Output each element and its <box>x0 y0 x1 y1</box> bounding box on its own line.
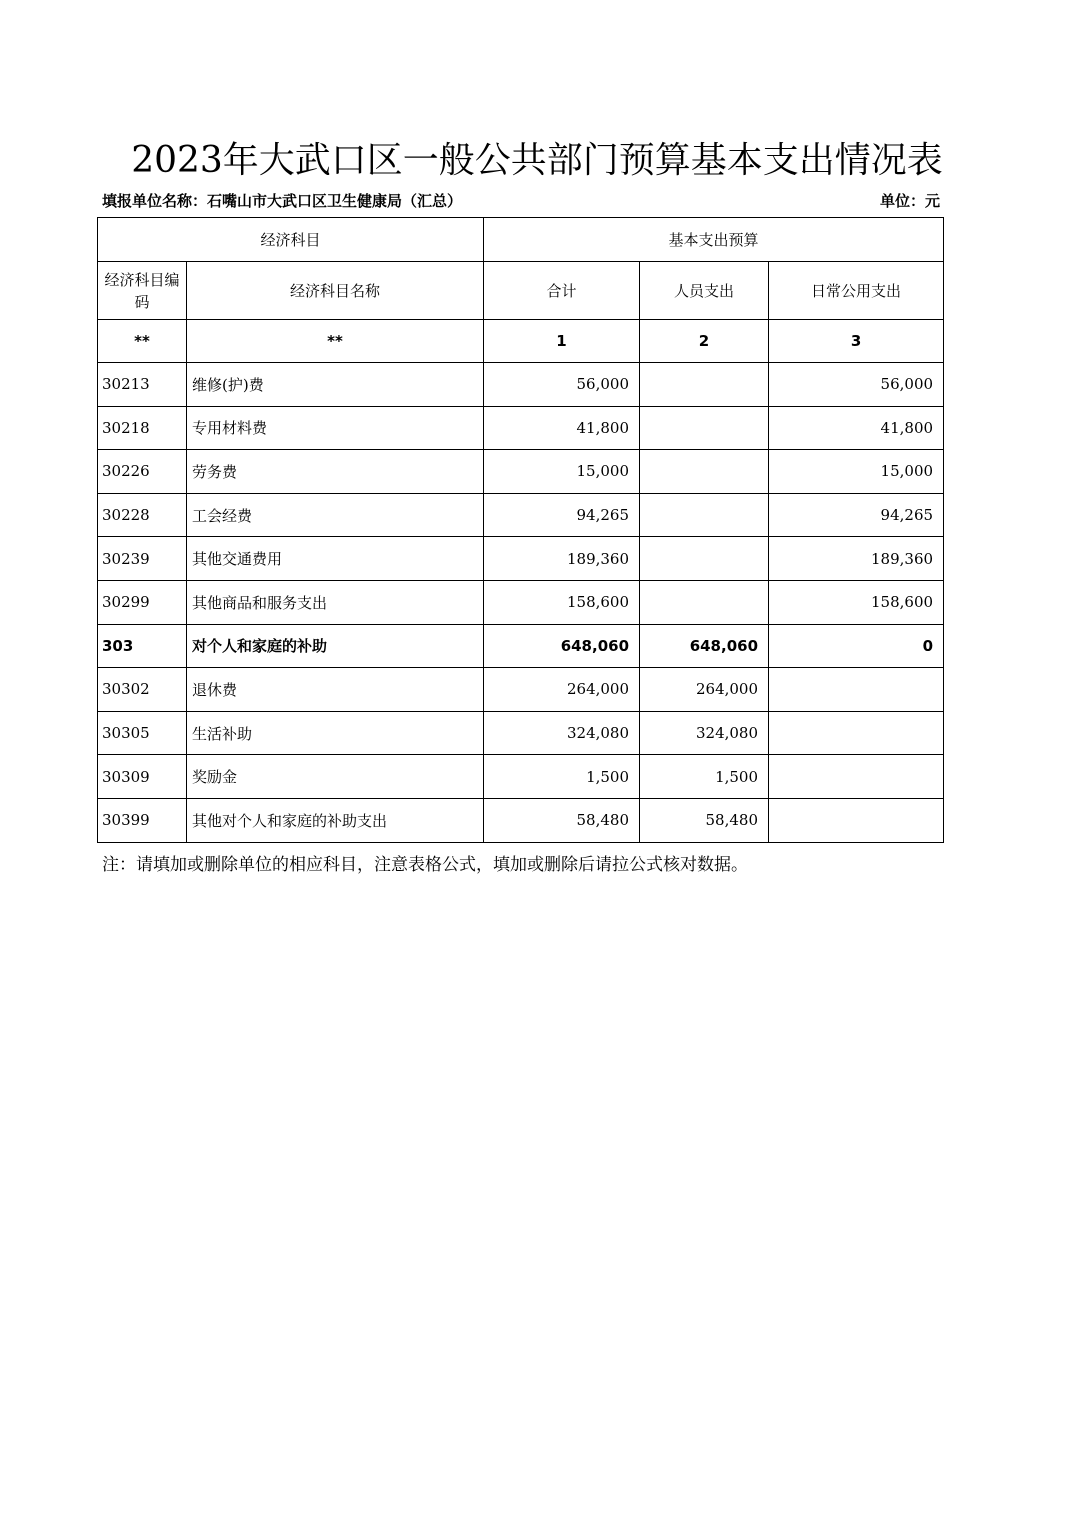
row-name: 劳务费 <box>187 450 484 494</box>
row-name: 奖励金 <box>187 755 484 799</box>
row-public: 0 <box>769 624 944 668</box>
row-name: 退休费 <box>187 668 484 712</box>
index-cell: 3 <box>769 320 944 363</box>
table-row <box>98 493 944 537</box>
row-personnel <box>640 537 769 581</box>
row-total: 58,480 <box>484 798 640 842</box>
row-name: 专用材料费 <box>187 406 484 450</box>
table-row <box>98 580 944 624</box>
index-cell: 1 <box>484 320 640 363</box>
header-total: 合计 <box>484 262 640 320</box>
row-total: 158,600 <box>484 580 640 624</box>
row-personnel: 324,080 <box>640 711 769 755</box>
header-column-row <box>98 262 944 320</box>
row-code: 30239 <box>98 537 187 581</box>
row-public: 15,000 <box>769 450 944 494</box>
row-total: 15,000 <box>484 450 640 494</box>
table-row <box>98 711 944 755</box>
row-personnel: 1,500 <box>640 755 769 799</box>
row-personnel <box>640 493 769 537</box>
row-personnel: 648,060 <box>640 624 769 668</box>
row-total: 648,060 <box>484 624 640 668</box>
row-personnel <box>640 450 769 494</box>
row-code: 30213 <box>98 363 187 407</box>
table-row <box>98 668 944 712</box>
row-public: 158,600 <box>769 580 944 624</box>
table-row <box>98 755 944 799</box>
row-code: 30305 <box>98 711 187 755</box>
table-row <box>98 363 944 407</box>
row-name: 其他对个人和家庭的补助支出 <box>187 798 484 842</box>
row-personnel: 264,000 <box>640 668 769 712</box>
table-row <box>98 537 944 581</box>
table-row <box>98 624 944 668</box>
row-name: 其他商品和服务支出 <box>187 580 484 624</box>
row-name: 工会经费 <box>187 493 484 537</box>
header-group-row <box>98 218 944 262</box>
row-name: 其他交通费用 <box>187 537 484 581</box>
header-economic-subject: 经济科目 <box>98 218 484 262</box>
row-code: 303 <box>98 624 187 668</box>
budget-table <box>97 217 944 843</box>
index-row <box>98 320 944 363</box>
reporting-unit: 填报单位名称：石嘴山市大武口区卫生健康局（汇总） <box>102 192 463 210</box>
row-code: 30299 <box>98 580 187 624</box>
row-public <box>769 755 944 799</box>
row-personnel <box>640 363 769 407</box>
row-public: 94,265 <box>769 493 944 537</box>
currency-unit: 单位：元 <box>879 192 940 210</box>
row-code: 30399 <box>98 798 187 842</box>
row-code: 30309 <box>98 755 187 799</box>
header-code: 经济科目编码 <box>98 262 187 320</box>
row-public <box>769 798 944 842</box>
row-public: 189,360 <box>769 537 944 581</box>
row-name: 对个人和家庭的补助 <box>187 624 484 668</box>
row-total: 94,265 <box>484 493 640 537</box>
header-name: 经济科目名称 <box>187 262 484 320</box>
header-basic-budget: 基本支出预算 <box>484 218 944 262</box>
footnote: 注：请填加或删除单位的相应科目，注意表格公式，填加或删除后请拉公式核对数据。 <box>102 855 748 875</box>
row-public <box>769 668 944 712</box>
table-row <box>98 450 944 494</box>
index-cell: 2 <box>640 320 769 363</box>
row-code: 30218 <box>98 406 187 450</box>
row-code: 30228 <box>98 493 187 537</box>
row-public: 56,000 <box>769 363 944 407</box>
row-personnel: 58,480 <box>640 798 769 842</box>
row-public <box>769 711 944 755</box>
row-code: 30226 <box>98 450 187 494</box>
table-row <box>98 798 944 842</box>
row-name: 维修(护)费 <box>187 363 484 407</box>
row-total: 56,000 <box>484 363 640 407</box>
row-total: 1,500 <box>484 755 640 799</box>
row-personnel <box>640 406 769 450</box>
row-total: 41,800 <box>484 406 640 450</box>
row-personnel <box>640 580 769 624</box>
row-total: 324,080 <box>484 711 640 755</box>
table-row <box>98 406 944 450</box>
index-cell: ** <box>187 320 484 363</box>
index-cell: ** <box>98 320 187 363</box>
header-personnel: 人员支出 <box>640 262 769 320</box>
row-total: 189,360 <box>484 537 640 581</box>
row-name: 生活补助 <box>187 711 484 755</box>
header-public: 日常公用支出 <box>769 262 944 320</box>
page-title: 2023年大武口区一般公共部门预算基本支出情况表 <box>131 140 943 181</box>
row-code: 30302 <box>98 668 187 712</box>
row-public: 41,800 <box>769 406 944 450</box>
row-total: 264,000 <box>484 668 640 712</box>
